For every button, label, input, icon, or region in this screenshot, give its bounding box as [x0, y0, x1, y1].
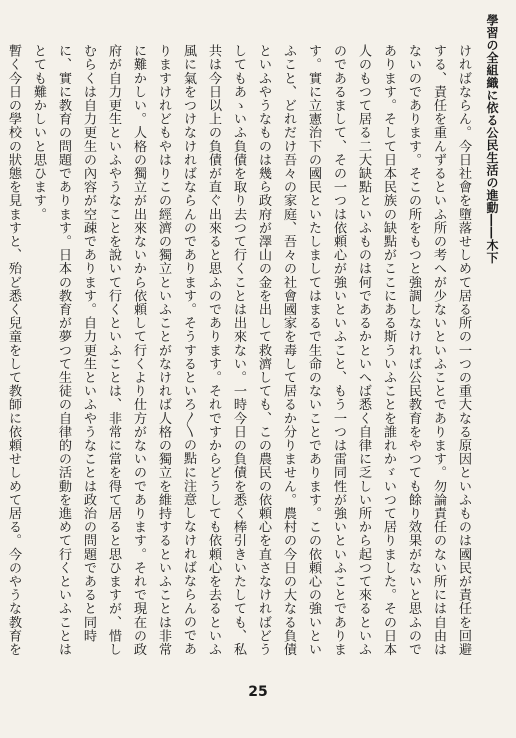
running-head: 學習の全組織に依る公民生活の進動――木下 [485, 14, 499, 264]
paragraph: ければならん。今日社會を墮落せしめて居る所の一つの重大なる原因といふものは國民が責任を回避する、責任を重んずるといふ所の考へが少ないといふことであります。勿論責任のない所には自由はないのであります。そこの所をもつと強調しなければ公民教育をやつても餘り效果がないと思ふのであります。そして日本民族の缺點がここにある斯ういふことを誰れかゞいつて居りました。その日本人のもつて居る二大缺點といふものは何であるかといへば悉く自律に乏しい所から起つて來るといふのであるまして、その一つは依頼心が強いといふこと、もう一つは雷同性が強いといふことであります。實に立憲治下の國民といたしましてはまるで生命のないことであります。この依頼心の強いといふこと、どれだけ吾々の家庭、吾々の社會國家を毒して居るか分りません。農村の今日の大なる負債といふやうなものは幾ら政府が澤山の金を出して救濟しても、この農民の依頼心を直さなければどうしてもあゝいふ負債を取り去つて行くことは出來ない。一時今日の負債を悉く棒引きいたしても、私共は今日以上の負債が直ぐ出來ると思ふのであります。それですからどうしても依頼心を去るといふ風に氣をつけなければならんのであります。そうするといろ〳〵の點に注意しなければならんのでありますけれどもやはりこの經濟の獨立といふことがなければ人格の獨立を維持するといふことは非常に難かしい。人格の獨立が出來ないから依頼して行くより仕方がないのであります。それで現在の政府が自力更生といふやうなことを說いて行くといふことは、非常に當を得て居ると思ひますが、惜しむらくは自力更生の內容が空疎であります。自力更生といふやうなことは政治の問題であると同時に、實に教育の問題であります。日本の教育が夢つて生徒の自律的の活動を進めて行くといふことはとても難かしいと思ひます。 [31, 44, 471, 656]
body-text [6, 44, 476, 662]
page-number: 25 [248, 684, 268, 700]
paragraph: 暫く今日の學校の狀態を見ますと、殆ど悉く兒童をして教師に依頼せしめて居る。今のやうな教育を [6, 44, 21, 656]
